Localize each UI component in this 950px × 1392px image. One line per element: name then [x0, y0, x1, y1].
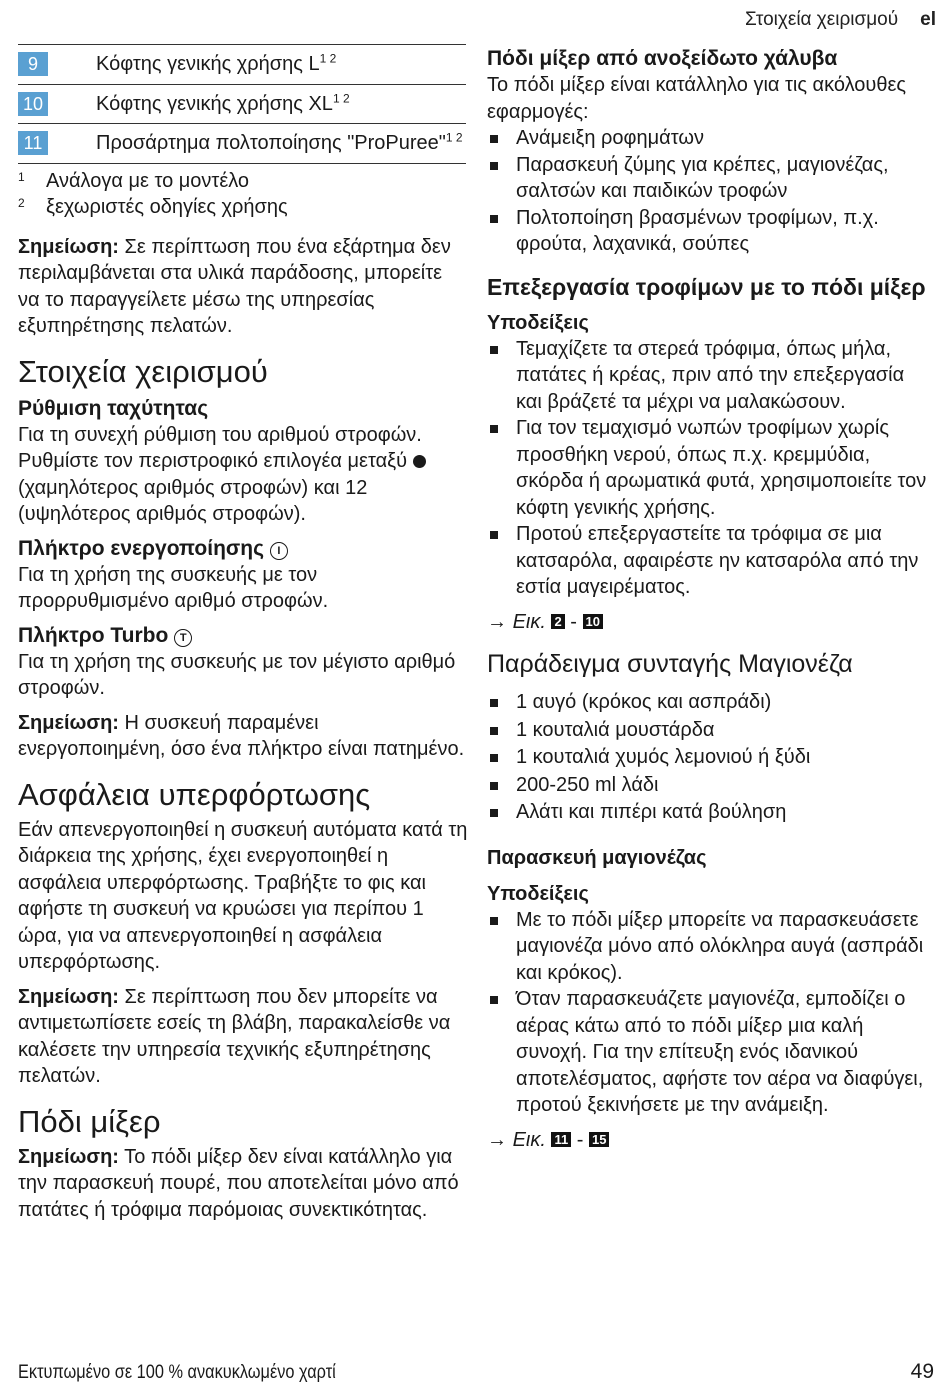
heading-turbo-button: Πλήκτρο Turbo T: [18, 623, 468, 649]
figure-reference: → Εικ. 11 - 15: [487, 1127, 935, 1154]
prep-list: [487, 907, 935, 1119]
list-item: 1 αυγό (κρόκος και ασπράδι): [487, 689, 935, 717]
list-item: 200-250 ml λάδι: [487, 772, 935, 800]
footnote: 1 Ανάλογα με το μοντέλο: [18, 169, 250, 192]
part-number-badge: 10: [18, 92, 48, 116]
heading-hints: Υποδείξεις: [487, 882, 589, 905]
note-label: Σημείωση:: [18, 235, 119, 258]
figure-number: 15: [589, 1132, 609, 1147]
table-row: [18, 84, 466, 124]
list-item: Για τον τεμαχισμό νωπών τροφίμων χωρίς προσθήκη νερού, όπως π.χ. κρεμμύδια, σκόρδα ή αρωματικά φυτά, χρησιμοποιείτε τον κόφτη γενικής χρήσης.: [487, 415, 935, 521]
heading-processing: Επεξεργασία τροφίμων με το πόδι μίξερ: [487, 273, 926, 300]
table-row: [18, 45, 466, 85]
left-column: [18, 44, 468, 1231]
figure-number: 10: [583, 614, 603, 629]
heading-recipe: Παράδειγμα συνταγής Μαγιονέζα: [487, 650, 853, 678]
running-header: [745, 9, 936, 31]
list-item: Παρασκευή ζύμης για κρέπες, μαγιονέζας, σαλτσών και παιδικών τροφών: [487, 152, 935, 205]
heading-hints: Υποδείξεις: [487, 311, 589, 334]
footnote-ref: 1 2: [445, 130, 463, 145]
list-item: Τεμαχίζετε τα στερεά τρόφιμα, όπως μήλα, πατάτες ή κρέας, πριν από την επεξεργασία και βράζετέ τα μέχρι να μαλακώσουν.: [487, 336, 935, 416]
footnote: 2 ξεχωριστές οδηγίες χρήσης: [18, 195, 288, 218]
part-number-badge: 9: [18, 52, 48, 76]
part-name: Προσάρτημα πολτοποίησης "ProPuree": [96, 132, 446, 154]
part-number-badge: 11: [18, 131, 48, 155]
parts-table: [18, 44, 466, 164]
header-section: Στοιχεία χειρισμού: [745, 9, 899, 30]
note-overload: Σημείωση: Σε περίπτωση που δεν μπορείτε να αντιμετωπίσετε εσείς τη βλάβη, παρακαλείσθε να καλέσετε την υπηρεσία τεχνικής εξυπηρέτησης πελατών.: [18, 985, 451, 1087]
heading-mixer: Πόδι μίξερ: [18, 1103, 161, 1139]
figure-number: 2: [551, 614, 564, 629]
note-controls: Σημείωση: Η συσκευή παραμένει ενεργοποιημένη, όσο ένα πλήκτρο είναι πατημένο.: [18, 711, 465, 760]
overload-text: Εάν απενεργοποιηθεί η συσκευή αυτόματα κατά τη διάρκεια της χρήσης, έχει ενεργοποιηθεί η ασφάλεια υπερφόρτωσης. Τραβήξτε το φις και αφήστε τη συσκευή να κρυώσει για περίπου 1 ώρα, για να απενεργοποιηθεί η ασφάλεια υπερφόρτωσης.: [18, 818, 468, 973]
note-mixer: Σημείωση: Το πόδι μίξερ δεν είναι κατάλληλο για την παρασκευή πουρέ, που αποτελείται μόνο από πατάτες ή τρόφιμα παρόμοιας συνεκτικότητας.: [18, 1145, 459, 1221]
heading-steel-mixer: Πόδι μίξερ από ανοξείδωτο χάλυβα: [487, 47, 838, 70]
figure-reference: → Εικ. 2 - 10: [487, 609, 935, 636]
list-item: 1 κουταλιά μουστάρδα: [487, 717, 935, 745]
list-item: Ανάμειξη ροφημάτων: [487, 125, 935, 152]
heading-speed: Ρύθμιση ταχύτητας: [18, 396, 209, 420]
list-item: Αλάτι και πιπέρι κατά βούληση: [487, 799, 935, 827]
heading-controls: Στοιχεία χειρισμού: [18, 353, 268, 389]
figure-number: 11: [551, 1132, 571, 1147]
dot-icon: [413, 455, 426, 468]
power-text: Για τη χρήση της συσκευής με τον προρρυθμισμένο αριθμό στροφών.: [18, 563, 329, 612]
part-name: Κόφτης γενικής χρήσης L: [96, 53, 320, 75]
heading-power-button: Πλήκτρο ενεργοποίησης I: [18, 536, 468, 562]
list-item: Προτού επεξεργαστείτε τα τρόφιμα σε μια κατσαρόλα, αφαιρέστε ην κατσαρόλα από την εστία μαγειρέματος.: [487, 521, 935, 601]
speed-text: Για τη συνεχή ρύθμιση του αριθμού στροφών. Ρυθμίστε τον περιστροφικό επιλογέα μεταξύ (χαμηλότερος αριθμός στροφών) και 12 (υψηλότερος αριθμός στροφών).: [18, 422, 468, 528]
processing-list: [487, 336, 935, 601]
heading-prep: Παρασκευή μαγιονέζας: [487, 846, 707, 869]
steel-list: [487, 125, 935, 258]
footnote-ref: 1 2: [319, 51, 337, 66]
note-delivery: Σημείωση: Σε περίπτωση που ένα εξάρτημα δεν περιλαμβάνεται στα υλικά παράδοσης, μπορείτε να το παραγγείλετε μέσω της υπηρεσίας εξυπηρέτησης πελατών.: [18, 235, 451, 337]
power-icon: I: [270, 542, 288, 560]
table-row: [18, 124, 466, 164]
right-column: [487, 46, 935, 1165]
steel-intro: Το πόδι μίξερ είναι κατάλληλο για τις ακόλουθες εφαρμογές:: [487, 74, 907, 123]
footnotes: [18, 168, 468, 220]
list-item: 1 κουταλιά χυμός λεμονιού ή ξύδι: [487, 744, 935, 772]
list-item: Όταν παρασκευάζετε μαγιονέζα, εμποδίζει ο αέρας κάτω από το πόδι μίξερ μια καλή συνοχή. Για την επίτευξη ενός ιδανικού αποτελέσματος, αφήστε τον αέρα να διαφύγει, προτού ξεκινήσετε με την ανάμειξη.: [487, 986, 935, 1119]
list-item: Πολτοποίηση βρασμένων τροφίμων, π.χ. φρούτα, λαχανικά, σούπες: [487, 205, 935, 258]
list-item: Με το πόδι μίξερ μπορείτε να παρασκευάσετε μαγιονέζα μόνο από ολόκληρα αυγά (ασπράδι και κρόκος).: [487, 907, 935, 987]
header-lang: el: [920, 9, 936, 30]
part-name: Κόφτης γενικής χρήσης XL: [96, 92, 333, 115]
heading-overload: Ασφάλεια υπερφόρτωσης: [18, 776, 371, 812]
recipe-list: [487, 689, 935, 827]
turbo-text: Για τη χρήση της συσκευής με τον μέγιστο αριθμό στροφών.: [18, 650, 456, 699]
footnote-ref: 1 2: [332, 90, 350, 105]
page-number: 49: [910, 1360, 934, 1383]
footer-text: Εκτυπωμένο σε 100 % ανακυκλωμένο χαρτί: [18, 1362, 336, 1383]
turbo-icon: T: [174, 629, 192, 647]
